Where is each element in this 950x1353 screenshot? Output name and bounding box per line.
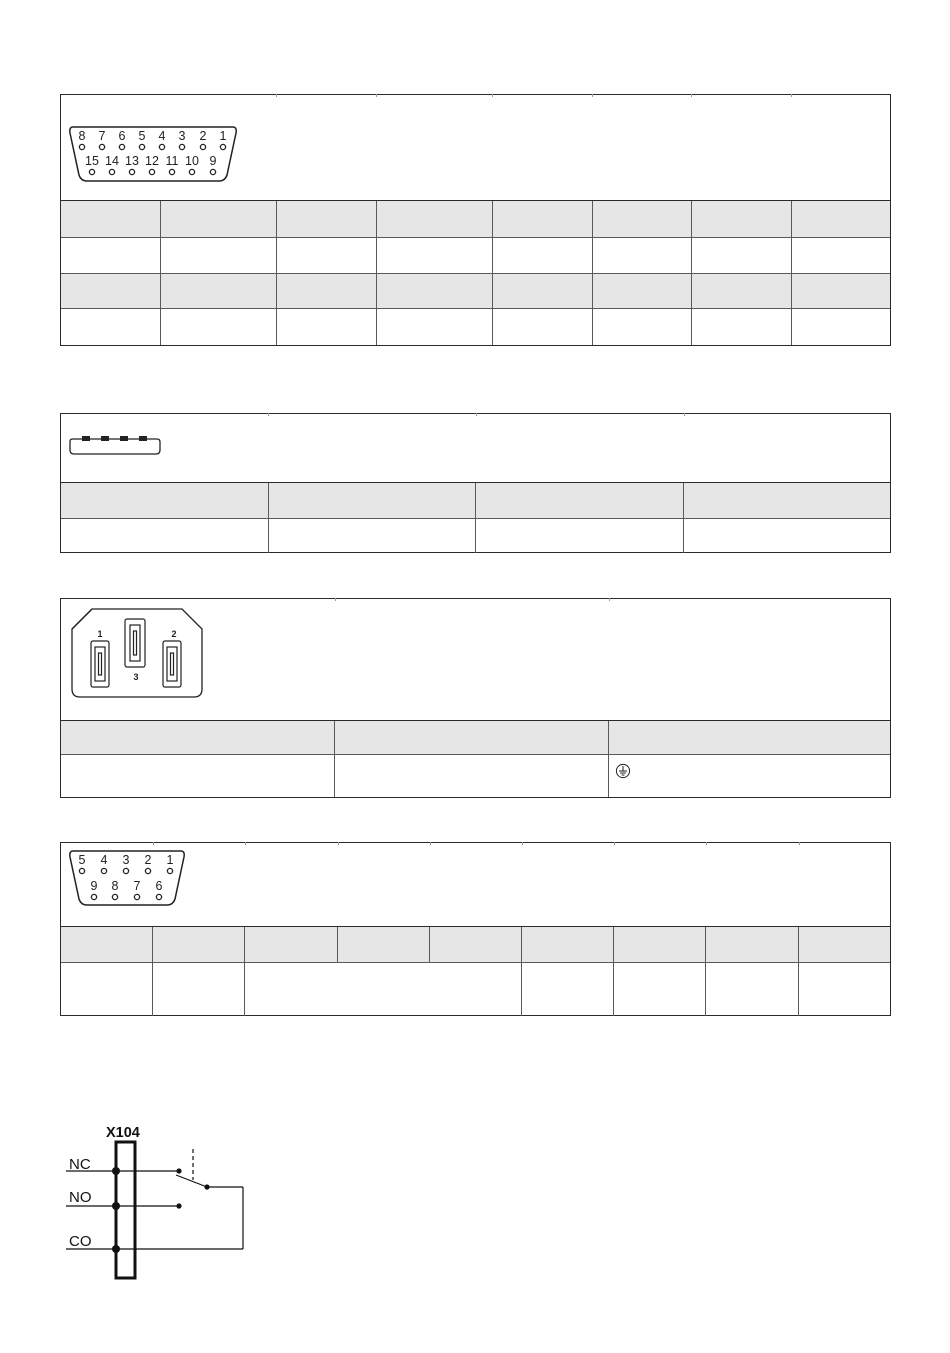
protective-earth-icon <box>615 763 631 779</box>
table-cell <box>61 483 269 518</box>
table-cell <box>61 755 335 797</box>
db15-pin-label: 14 <box>105 154 119 168</box>
terminal-node <box>112 1245 120 1253</box>
db9-connector-icon <box>67 849 187 909</box>
table-cell <box>684 483 890 518</box>
power-pin-label: 3 <box>133 672 139 682</box>
table-cell <box>476 483 684 518</box>
db15-pin-label: 11 <box>165 154 179 168</box>
power-pin-label: 1 <box>97 629 103 639</box>
terminal-node <box>112 1202 120 1210</box>
table-cell <box>377 201 493 237</box>
table-cell <box>269 519 476 553</box>
table-cell <box>61 274 161 308</box>
db15-pin-label: 5 <box>138 129 146 143</box>
db15-pin-label: 9 <box>209 154 217 168</box>
table-cell <box>338 927 430 962</box>
table-cell <box>614 963 706 1016</box>
db15-pin-label: 3 <box>178 129 186 143</box>
table-cell <box>799 927 890 962</box>
contact-point <box>176 1168 181 1173</box>
db15-pin-label: 15 <box>85 154 99 168</box>
table-cell <box>692 274 792 308</box>
db15-pin-label: 1 <box>219 129 227 143</box>
relay-terminal-title: X104 <box>106 1125 140 1141</box>
db15-pin-label: 10 <box>185 154 199 168</box>
db15-row <box>61 274 890 309</box>
terminal-label-co: CO <box>69 1233 92 1250</box>
table-cell <box>277 238 377 273</box>
table-cell <box>335 721 609 754</box>
table-cell <box>493 238 593 273</box>
table-cell <box>335 755 609 797</box>
table-cell <box>61 927 153 962</box>
usb-row <box>61 519 890 553</box>
db15-header <box>61 95 890 201</box>
table-cell <box>493 274 593 308</box>
contact-point <box>204 1184 209 1189</box>
table-cell <box>692 238 792 273</box>
table-cell <box>522 963 614 1016</box>
db9-pin-label: 1 <box>166 853 174 867</box>
table-cell <box>706 927 799 962</box>
table-cell <box>277 201 377 237</box>
db9-row <box>61 927 890 963</box>
table-cell <box>277 309 377 345</box>
power-pin-label: 2 <box>171 629 177 639</box>
db15-pin-label: 2 <box>199 129 207 143</box>
table-cell <box>692 201 792 237</box>
contact-point <box>176 1203 181 1208</box>
db15-connector-icon <box>67 125 237 185</box>
table-cell <box>593 201 692 237</box>
table-cell <box>269 483 476 518</box>
terminal-node <box>112 1167 120 1175</box>
db9-pin-label: 2 <box>144 853 152 867</box>
table-cell <box>493 309 593 345</box>
db9-pinout-table <box>60 842 891 1016</box>
table-cell <box>593 238 692 273</box>
table-cell <box>161 238 277 273</box>
usb-pinout-table <box>60 413 891 553</box>
iec-power-inlet-icon <box>70 607 204 699</box>
table-cell <box>61 721 335 754</box>
table-cell <box>706 963 799 1016</box>
db9-pin-label: 8 <box>111 879 119 893</box>
usb-connector-icon <box>69 434 163 456</box>
power-row <box>61 721 890 755</box>
table-cell <box>61 519 269 553</box>
usb-header <box>61 414 890 483</box>
db9-row <box>61 963 890 1016</box>
table-cell <box>277 274 377 308</box>
power-row <box>61 755 890 797</box>
terminal-label-nc: NC <box>69 1156 91 1173</box>
terminal-block <box>116 1142 135 1278</box>
table-cell <box>684 519 890 553</box>
db15-pin-label: 8 <box>78 129 86 143</box>
table-cell <box>493 201 593 237</box>
table-cell <box>153 927 245 962</box>
table-cell <box>153 963 245 1016</box>
db9-pin-label: 4 <box>100 853 108 867</box>
relay-contact-icon <box>66 1149 243 1249</box>
db9-pin-label: 7 <box>133 879 141 893</box>
db15-pin-label: 13 <box>125 154 139 168</box>
db9-header <box>61 843 890 927</box>
db15-pin-label: 7 <box>98 129 106 143</box>
table-cell <box>61 309 161 345</box>
table-cell <box>245 927 338 962</box>
table-cell <box>377 238 493 273</box>
table-cell <box>377 274 493 308</box>
db15-row <box>61 238 890 274</box>
relay-schematic <box>60 1118 320 1298</box>
table-cell <box>792 274 890 308</box>
table-cell <box>245 963 522 1016</box>
table-cell <box>430 927 522 962</box>
table-cell <box>161 309 277 345</box>
table-cell <box>792 238 890 273</box>
table-cell <box>609 721 890 754</box>
table-cell <box>61 963 153 1016</box>
db15-row <box>61 201 890 238</box>
table-cell <box>792 309 890 345</box>
table-cell <box>522 927 614 962</box>
power-inlet-table <box>60 598 891 798</box>
table-cell <box>799 963 890 1016</box>
db15-pin-label: 6 <box>118 129 126 143</box>
power-header <box>61 599 890 721</box>
table-cell <box>377 309 493 345</box>
db9-pin-label: 6 <box>155 879 163 893</box>
table-cell <box>161 274 277 308</box>
table-cell <box>61 238 161 273</box>
db15-pin-label: 4 <box>158 129 166 143</box>
db9-pin-label: 3 <box>122 853 130 867</box>
table-cell <box>61 201 161 237</box>
table-cell <box>792 201 890 237</box>
usb-row <box>61 483 890 519</box>
db15-row <box>61 309 890 345</box>
table-cell <box>593 309 692 345</box>
table-cell <box>593 274 692 308</box>
db15-pinout-table <box>60 94 891 346</box>
table-cell <box>692 309 792 345</box>
db9-pin-label: 9 <box>90 879 98 893</box>
table-cell <box>161 201 277 237</box>
table-cell <box>614 927 706 962</box>
table-cell-earth <box>609 755 890 797</box>
table-cell <box>476 519 684 553</box>
db9-pin-label: 5 <box>78 853 86 867</box>
terminal-label-no: NO <box>69 1189 92 1206</box>
db15-pin-label: 12 <box>145 154 159 168</box>
